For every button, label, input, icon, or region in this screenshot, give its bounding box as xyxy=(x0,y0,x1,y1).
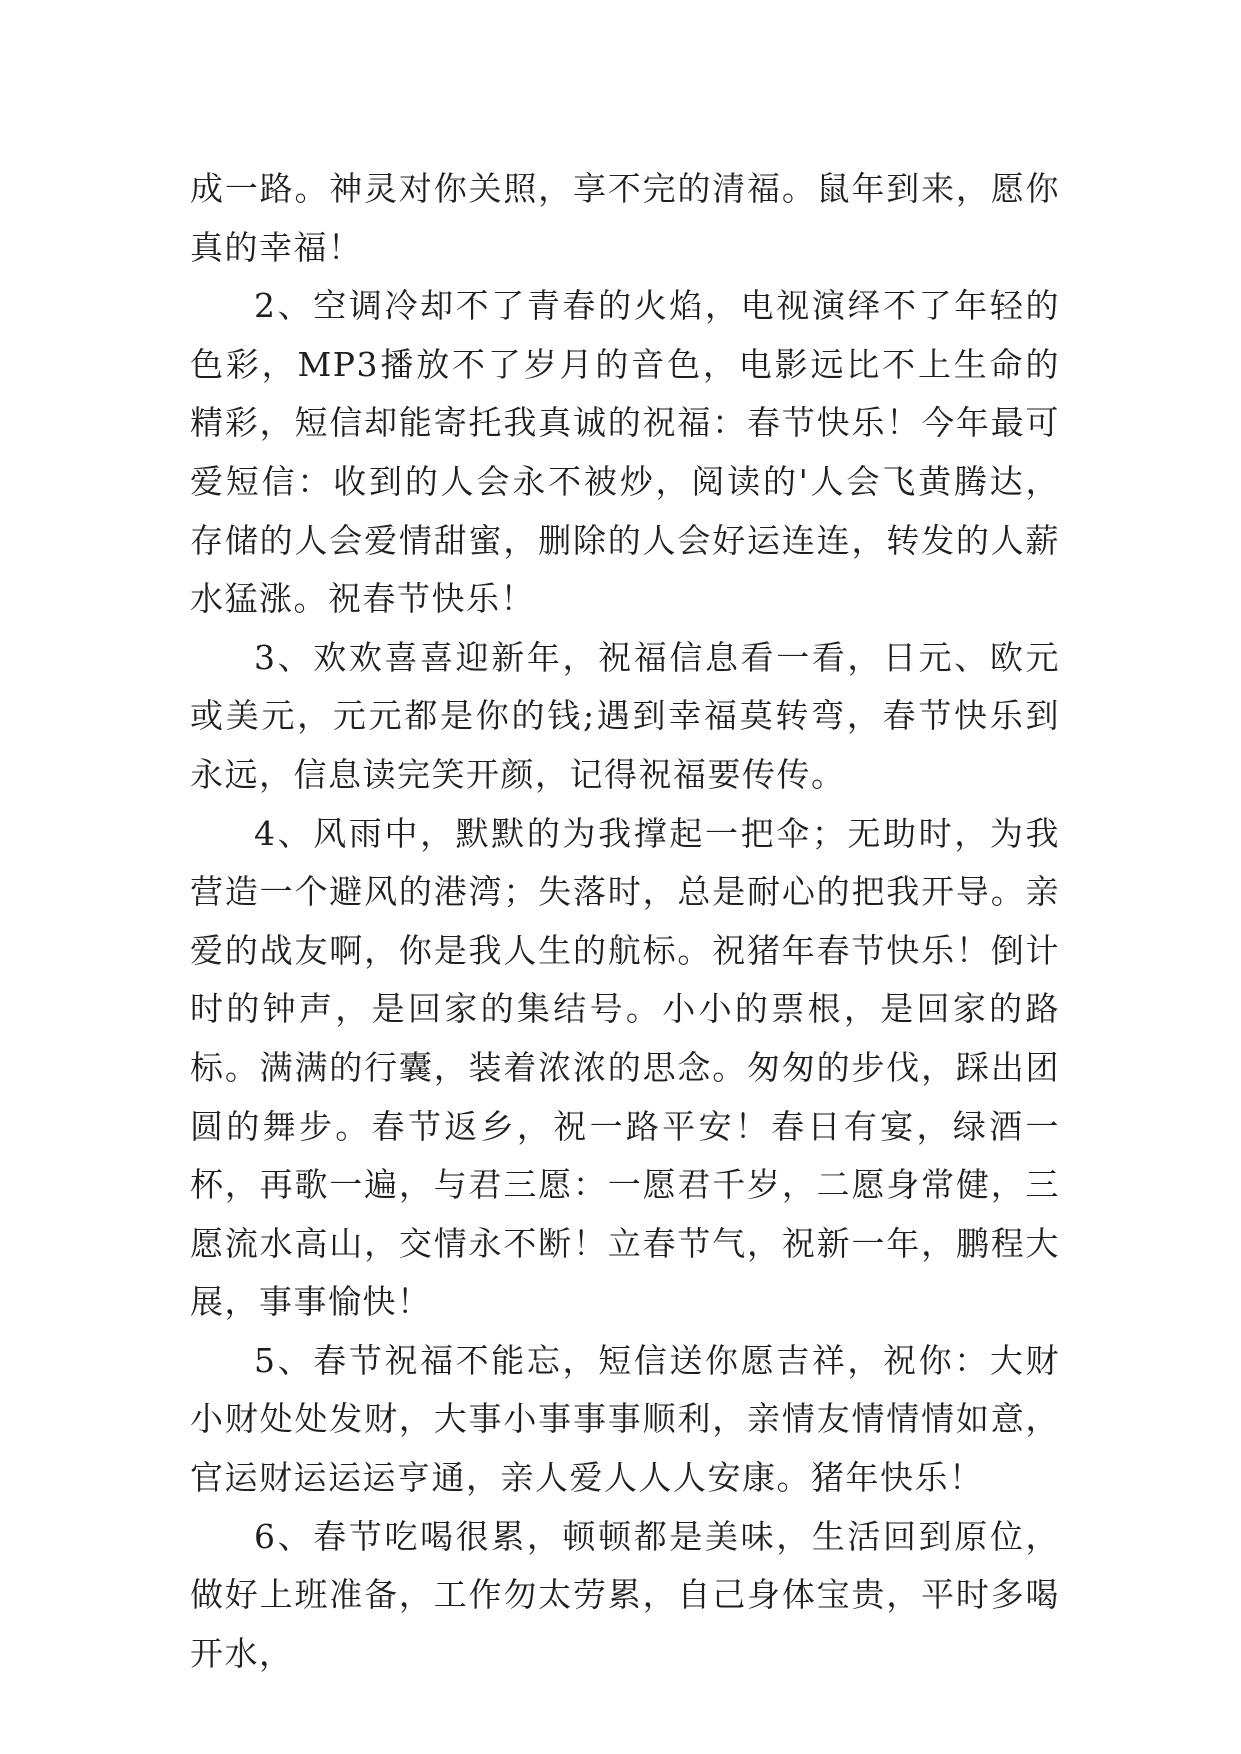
paragraph-item-6: 6、春节吃喝很累，顿顿都是美味，生活回到原位，做好上班准备，工作勿太劳累，自己身体宝贵，平时多喝开水， xyxy=(190,1516,1060,1673)
paragraph-continuation: 成一路。神灵对你关照，享不完的清福。鼠年到来，愿你真的幸福！ xyxy=(190,169,1060,267)
paragraph-item-4: 4、风雨中，默默的为我撑起一把伞；无助时，为我营造一个避风的港湾；失落时，总是耐心的把我开导。亲爱的战友啊，你是我人生的航标。祝猪年春节快乐！倒计时的钟声，是回家的集结号。小小的票根，是回家的路标。满满的行囊，装着浓浓的思念。匆匆的步伐，踩出团圆的舞步。春节返乡，祝一路平安！春日有宴，绿酒一杯，再歌一遍，与君三愿：一愿君千岁，二愿身常健，三愿流水高山，交情永不断！立春节气，祝新一年，鹏程大展，事事愉快！ xyxy=(190,813,1060,1322)
document-page xyxy=(190,160,1060,1683)
paragraph-item-3: 3、欢欢喜喜迎新年，祝福信息看一看，日元、欧元或美元，元元都是你的钱;遇到幸福莫转弯，春节快乐到永远，信息读完笑开颜，记得祝福要传传。 xyxy=(190,637,1060,794)
paragraph-item-2: 2、空调冷却不了青春的火焰，电视演绎不了年轻的色彩，MP3播放不了岁月的音色，电影远比不上生命的精彩，短信却能寄托我真诚的祝福：春节快乐！今年最可爱短信：收到的人会永不被炒，阅读的'人会飞黄腾达，存储的人会爱情甜蜜，删除的人会好运连连，转发的人薪水猛涨。祝春节快乐！ xyxy=(190,286,1060,619)
paragraph-item-5: 5、春节祝福不能忘，短信送你愿吉祥，祝你：大财小财处处发财，大事小事事事顺利，亲情友情情情如意，官运财运运运亨通，亲人爱人人人安康。猪年快乐！ xyxy=(190,1340,1060,1498)
